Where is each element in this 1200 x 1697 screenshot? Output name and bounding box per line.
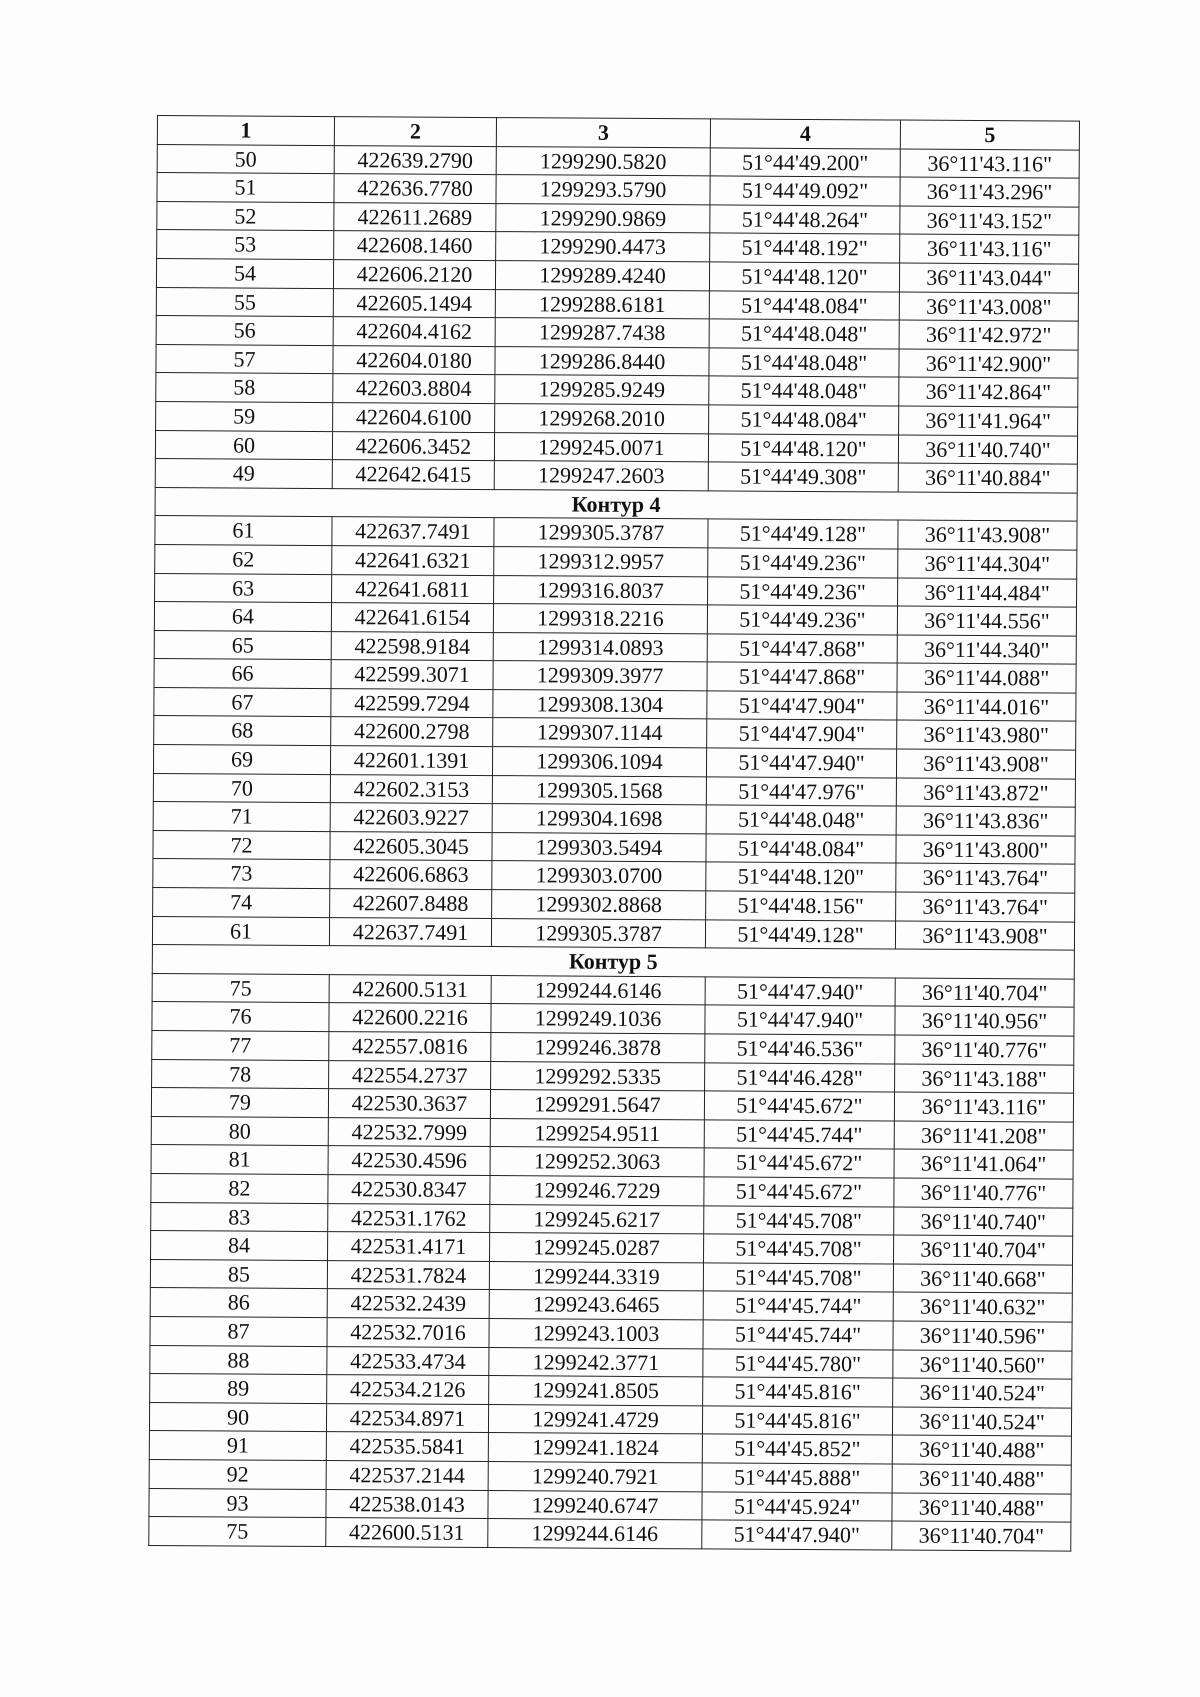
table-cell-col2: 422605.3045 [330, 831, 492, 861]
table-cell-col4: 51°44'47.976" [706, 777, 896, 807]
table-cell-col4: 51°44'45.708" [703, 1234, 893, 1264]
table-cell-col4: 51°44'48.120" [706, 862, 896, 892]
table-cell-col2: 422530.4596 [328, 1146, 490, 1176]
table-cell-col4: 51°44'47.868" [707, 634, 897, 664]
table-cell-col1: 91 [149, 1431, 326, 1461]
table-cell-col1: 90 [149, 1402, 326, 1432]
table-cell-col4: 51°44'47.868" [707, 662, 897, 692]
table-cell-col1: 73 [153, 859, 330, 889]
table-cell-col1: 75 [149, 1517, 326, 1547]
table-cell-col2: 422532.7016 [327, 1317, 489, 1347]
table-cell-col4: 51°44'48.156" [706, 891, 896, 921]
table-cell-col1: 57 [156, 344, 333, 374]
table-cell-col1: 82 [151, 1173, 328, 1203]
table-cell-col4: 51°44'48.048" [709, 319, 899, 349]
table-cell-col4: 51°44'48.120" [709, 262, 899, 292]
table-cell-col3: 1299244.3319 [489, 1261, 703, 1291]
table-cell-col2: 422602.3153 [330, 774, 492, 804]
table-cell-col2: 422611.2689 [334, 202, 496, 232]
table-cell-col3: 1299289.4240 [495, 261, 709, 291]
table-cell-col5: 36°11'40.488" [892, 1493, 1071, 1523]
table-cell-col4: 51°44'48.048" [706, 805, 896, 835]
table-cell-col1: 92 [149, 1459, 326, 1489]
table-cell-col5: 36°11'40.488" [892, 1435, 1071, 1465]
table-cell-col3: 1299286.8440 [495, 346, 709, 376]
table-cell-col3: 1299305.3787 [494, 518, 708, 548]
table-cell-col4: 51°44'45.708" [704, 1205, 894, 1235]
table-cell-col1: 84 [151, 1231, 328, 1261]
table-cell-col3: 1299303.5494 [492, 832, 706, 862]
table-cell-col3: 1299245.0071 [494, 432, 708, 462]
table-cell-col4: 51°44'48.084" [706, 834, 896, 864]
table-cell-col4: 51°44'49.236" [708, 548, 898, 578]
table-cell-col4: 51°44'49.092" [710, 176, 900, 206]
table-cell-col1: 65 [154, 630, 331, 660]
table-cell-col5: 36°11'44.088" [897, 663, 1076, 693]
table-cell-col5: 36°11'43.908" [896, 749, 1075, 779]
table-cell-col3: 1299246.3878 [491, 1033, 705, 1063]
table-cell-col4: 51°44'48.048" [709, 348, 899, 378]
table-cell-col2: 422534.2126 [327, 1375, 489, 1405]
table-cell-col3: 1299312.9957 [494, 546, 708, 576]
table-row [149, 1517, 1071, 1551]
table-cell-col4: 51°44'47.940" [705, 1005, 895, 1035]
table-cell-col5: 36°11'42.972" [899, 320, 1078, 350]
table-cell-col1: 58 [156, 373, 333, 403]
table-cell-col2: 422599.3071 [331, 660, 493, 690]
table-cell-col4: 51°44'45.816" [703, 1377, 893, 1407]
table-cell-col3: 1299241.8505 [489, 1376, 703, 1406]
table-cell-col2: 422554.2737 [329, 1060, 491, 1090]
table-cell-col5: 36°11'40.956" [895, 1006, 1074, 1036]
table-cell-col5: 36°11'41.064" [894, 1149, 1073, 1179]
table-cell-col5: 36°11'40.560" [893, 1350, 1072, 1380]
table-cell-col1: 67 [154, 687, 331, 717]
table-cell-col2: 422535.5841 [326, 1432, 488, 1462]
table-cell-col2: 422600.5131 [326, 1518, 488, 1548]
table-cell-col1: 52 [157, 201, 334, 231]
table-cell-col3: 1299308.1304 [493, 689, 707, 719]
table-cell-col1: 86 [150, 1288, 327, 1318]
table-cell-col2: 422557.0816 [329, 1032, 491, 1062]
table-cell-col4: 51°44'46.536" [705, 1034, 895, 1064]
table-cell-col5: 36°11'44.016" [897, 692, 1076, 722]
table-cell-col5: 36°11'41.208" [894, 1121, 1073, 1151]
table-cell-col3: 1299290.5820 [496, 146, 710, 176]
table-cell-col4: 51°44'45.744" [704, 1120, 894, 1150]
table-cell-col3: 1299254.9511 [490, 1118, 704, 1148]
table-cell-col5: 36°11'42.900" [899, 349, 1078, 379]
table-cell-col3: 1299292.5335 [491, 1061, 705, 1091]
table-cell-col1: 88 [150, 1345, 327, 1375]
table-cell-col5: 36°11'40.668" [893, 1264, 1072, 1294]
table-cell-col1: 72 [153, 830, 330, 860]
table-cell-col3: 1299268.2010 [495, 404, 709, 434]
table-cell-col5: 36°11'43.764" [896, 863, 1075, 893]
table-cell-col2: 422606.6863 [330, 860, 492, 890]
table-cell-col1: 51 [157, 173, 334, 203]
table-cell-col3: 1299245.0287 [490, 1233, 704, 1263]
table-cell-col2: 422531.4171 [328, 1232, 490, 1262]
table-cell-col4: 51°44'48.048" [709, 376, 899, 406]
table-cell-col4: 51°44'47.940" [705, 977, 895, 1007]
table-cell-col2: 422606.2120 [333, 260, 495, 290]
table-cell-col3: 1299314.0893 [493, 632, 707, 662]
table-cell-col3: 1299241.1824 [488, 1433, 702, 1463]
table-cell-col3: 1299240.6747 [488, 1490, 702, 1520]
table-cell-col1: 71 [153, 802, 330, 832]
table-cell-col3: 1299285.9249 [495, 375, 709, 405]
table-cell-col4: 51°44'45.672" [704, 1091, 894, 1121]
table-cell-col4: 51°44'48.084" [709, 290, 899, 320]
table-cell-col1: 87 [150, 1316, 327, 1346]
table-cell-col2: 422598.9184 [331, 631, 493, 661]
table-cell-col1: 53 [157, 230, 334, 260]
table-cell-col4: 51°44'45.888" [702, 1463, 892, 1493]
table-cell-col1: 66 [154, 659, 331, 689]
table-cell-col5: 36°11'40.704" [895, 978, 1074, 1008]
table-cell-col4: 51°44'45.672" [704, 1177, 894, 1207]
table-cell-col5: 36°11'43.116" [900, 234, 1079, 264]
table-cell-col4: 51°44'45.924" [702, 1491, 892, 1521]
table-cell-col1: 49 [155, 459, 332, 489]
table-cell-col2: 422605.1494 [333, 288, 495, 318]
table-cell-col4: 51°44'46.428" [705, 1062, 895, 1092]
table-cell-col2: 422636.7780 [334, 174, 496, 204]
table-cell-col2: 422604.0180 [333, 345, 495, 375]
table-cell-col5: 36°11'43.764" [896, 892, 1075, 922]
table-cell-col4: 51°44'45.708" [703, 1263, 893, 1293]
table-cell-col1: 75 [152, 973, 329, 1003]
table-cell-col5: 36°11'43.908" [895, 921, 1074, 951]
table-cell-col5: 36°11'43.188" [895, 1064, 1074, 1094]
table-cell-col3: 1299303.0700 [492, 861, 706, 891]
table-cell-col4: 51°44'47.904" [707, 719, 897, 749]
table-cell-col1: 61 [152, 916, 329, 946]
table-cell-col3: 1299302.8868 [492, 890, 706, 920]
table-cell-col3: 1299290.4473 [496, 232, 710, 262]
column-header-1: 1 [157, 116, 334, 146]
table-cell-col1: 79 [151, 1088, 328, 1118]
table-cell-col2: 422534.8971 [326, 1403, 488, 1433]
table-cell-col1: 62 [155, 544, 332, 574]
table-cell-col1: 50 [157, 144, 334, 174]
table-cell-col5: 36°11'43.116" [894, 1092, 1073, 1122]
table-cell-col5: 36°11'42.864" [899, 377, 1078, 407]
table-cell-col2: 422603.9227 [330, 803, 492, 833]
table-cell-col5: 36°11'43.008" [899, 292, 1078, 322]
table-cell-col5: 36°11'44.556" [897, 606, 1076, 636]
table-cell-col2: 422637.7491 [332, 517, 494, 547]
table-cell-col3: 1299307.1144 [493, 718, 707, 748]
table-cell-col1: 85 [150, 1259, 327, 1289]
table-cell-col2: 422600.2798 [331, 717, 493, 747]
table-cell-col4: 51°44'47.940" [702, 1520, 892, 1550]
table-cell-col3: 1299242.3771 [489, 1347, 703, 1377]
table-cell-col3: 1299240.7921 [488, 1461, 702, 1491]
table-cell-col4: 51°44'48.192" [710, 233, 900, 263]
table-cell-col5: 36°11'40.776" [895, 1035, 1074, 1065]
table-cell-col5: 36°11'41.964" [899, 406, 1078, 436]
table-cell-col1: 78 [152, 1059, 329, 1089]
table-cell-col2: 422600.2216 [329, 1003, 491, 1033]
table-cell-col5: 36°11'44.484" [898, 578, 1077, 608]
table-cell-col5: 36°11'43.296" [900, 177, 1079, 207]
table-cell-col1: 54 [156, 258, 333, 288]
table-cell-col2: 422531.7824 [327, 1260, 489, 1290]
table-cell-col3: 1299304.1698 [492, 804, 706, 834]
table-cell-col3: 1299306.1094 [492, 747, 706, 777]
column-header-4: 4 [710, 119, 900, 149]
table-cell-col5: 36°11'40.704" [892, 1521, 1071, 1551]
table-cell-col3: 1299316.8037 [494, 575, 708, 605]
table-cell-col3: 1299244.6146 [491, 975, 705, 1005]
table-cell-col3: 1299246.7229 [490, 1176, 704, 1206]
table-cell-col2: 422532.7999 [328, 1117, 490, 1147]
table-cell-col2: 422641.6811 [332, 574, 494, 604]
table-cell-col1: 89 [150, 1374, 327, 1404]
table-cell-col2: 422608.1460 [334, 231, 496, 261]
table-cell-col4: 51°44'48.084" [709, 405, 899, 435]
table-cell-col1: 76 [152, 1002, 329, 1032]
table-cell-col4: 51°44'49.128" [705, 919, 895, 949]
column-header-5: 5 [900, 120, 1079, 150]
table-cell-col4: 51°44'49.236" [708, 576, 898, 606]
table-cell-col2: 422642.6415 [332, 460, 494, 490]
table-cell-col5: 36°11'40.776" [894, 1178, 1073, 1208]
table-cell-col3: 1299244.6146 [488, 1519, 702, 1549]
table-cell-col4: 51°44'47.940" [706, 748, 896, 778]
table-cell-col3: 1299252.3063 [490, 1147, 704, 1177]
table-cell-col5: 36°11'40.596" [893, 1321, 1072, 1351]
table-cell-col4: 51°44'45.780" [703, 1348, 893, 1378]
column-header-2: 2 [334, 117, 496, 147]
table-cell-col1: 74 [153, 888, 330, 918]
table-cell-col5: 36°11'40.524" [893, 1378, 1072, 1408]
table-cell-col5: 36°11'40.884" [898, 463, 1077, 493]
table-cell-col1: 56 [156, 316, 333, 346]
table-cell-col1: 63 [155, 573, 332, 603]
table-cell-col5: 36°11'43.152" [900, 206, 1079, 236]
table-cell-col1: 81 [151, 1145, 328, 1175]
table-cell-col3: 1299293.5790 [496, 175, 710, 205]
table-cell-col5: 36°11'43.980" [897, 720, 1076, 750]
table-cell-col4: 51°44'45.744" [703, 1320, 893, 1350]
table-cell-col5: 36°11'40.632" [893, 1292, 1072, 1322]
table-cell-col2: 422532.2439 [327, 1289, 489, 1319]
table-cell-col3: 1299291.5647 [490, 1090, 704, 1120]
table-cell-col5: 36°11'43.872" [896, 778, 1075, 808]
table-cell-col3: 1299290.9869 [496, 203, 710, 233]
table-cell-col1: 60 [155, 430, 332, 460]
table-cell-col2: 422637.7491 [329, 917, 491, 947]
table-cell-col2: 422641.6154 [331, 603, 493, 633]
table-cell-col1: 59 [156, 401, 333, 431]
table-cell-col2: 422604.4162 [333, 317, 495, 347]
table-cell-col5: 36°11'43.908" [898, 520, 1077, 550]
table-cell-col2: 422604.6100 [333, 403, 495, 433]
table-cell-col2: 422606.3452 [332, 431, 494, 461]
table-cell-col4: 51°44'45.816" [702, 1406, 892, 1436]
table-cell-col5: 36°11'43.044" [899, 263, 1078, 293]
table-cell-col2: 422601.1391 [330, 746, 492, 776]
table-cell-col1: 55 [156, 287, 333, 317]
table-cell-col2: 422600.5131 [329, 974, 491, 1004]
table-cell-col5: 36°11'43.836" [896, 806, 1075, 836]
table-cell-col1: 80 [151, 1116, 328, 1146]
table-cell-col3: 1299309.3977 [493, 661, 707, 691]
column-header-3: 3 [496, 118, 710, 148]
contour-title: Контур 5 [152, 945, 1074, 979]
table-cell-col5: 36°11'40.704" [893, 1235, 1072, 1265]
table-cell-col3: 1299241.4729 [488, 1404, 702, 1434]
table-cell-col4: 51°44'49.200" [710, 147, 900, 177]
table-cell-col1: 83 [151, 1202, 328, 1232]
table-cell-col2: 422530.3637 [328, 1089, 490, 1119]
table-cell-col1: 93 [149, 1488, 326, 1518]
table-cell-col3: 1299245.6217 [490, 1204, 704, 1234]
table-cell-col3: 1299247.2603 [494, 461, 708, 491]
table-cell-col2: 422607.8488 [330, 889, 492, 919]
table-cell-col1: 61 [155, 516, 332, 546]
table-cell-col3: 1299318.2216 [493, 604, 707, 634]
table-cell-col5: 36°11'40.488" [892, 1464, 1071, 1494]
table-cell-col4: 51°44'47.904" [707, 691, 897, 721]
table-cell-col3: 1299305.1568 [492, 775, 706, 805]
table-cell-col4: 51°44'49.308" [708, 462, 898, 492]
contour-title: Контур 4 [155, 487, 1077, 521]
table-cell-col1: 64 [154, 602, 331, 632]
table-cell-col2: 422641.6321 [332, 545, 494, 575]
table-cell-col3: 1299305.3787 [491, 918, 705, 948]
table-cell-col4: 51°44'48.264" [710, 205, 900, 235]
table-body [149, 144, 1080, 1551]
table-cell-col3: 1299243.1003 [489, 1318, 703, 1348]
table-cell-col3: 1299288.6181 [495, 289, 709, 319]
table-cell-col2: 422603.8804 [333, 374, 495, 404]
coordinates-table [148, 115, 1080, 1551]
table-cell-col4: 51°44'45.852" [702, 1434, 892, 1464]
table-cell-col5: 36°11'44.340" [897, 635, 1076, 665]
table-cell-col3: 1299243.6465 [489, 1290, 703, 1320]
table-cell-col4: 51°44'45.672" [704, 1148, 894, 1178]
table-cell-col5: 36°11'43.800" [896, 835, 1075, 865]
table-cell-col3: 1299287.7438 [495, 318, 709, 348]
table-cell-col3: 1299249.1036 [491, 1004, 705, 1034]
table-cell-col2: 422599.7294 [331, 688, 493, 718]
table-cell-col2: 422531.1762 [328, 1203, 490, 1233]
table-cell-col4: 51°44'49.236" [707, 605, 897, 635]
table-cell-col1: 68 [154, 716, 331, 746]
table-cell-col4: 51°44'48.120" [708, 433, 898, 463]
table-cell-col2: 422537.2144 [326, 1460, 488, 1490]
table-cell-col2: 422530.8347 [328, 1175, 490, 1205]
table-cell-col4: 51°44'45.744" [703, 1291, 893, 1321]
table-cell-col1: 69 [153, 745, 330, 775]
table-cell-col5: 36°11'40.524" [892, 1407, 1071, 1437]
table-cell-col5: 36°11'40.740" [898, 435, 1077, 465]
table-cell-col2: 422639.2790 [334, 145, 496, 175]
table-cell-col5: 36°11'40.740" [894, 1207, 1073, 1237]
table-cell-col1: 70 [153, 773, 330, 803]
table-cell-col2: 422538.0143 [326, 1489, 488, 1519]
table-cell-col5: 36°11'43.116" [900, 149, 1079, 179]
table-cell-col4: 51°44'49.128" [708, 519, 898, 549]
table-cell-col2: 422533.4734 [327, 1346, 489, 1376]
table-cell-col5: 36°11'44.304" [898, 549, 1077, 579]
table-cell-col1: 77 [152, 1030, 329, 1060]
